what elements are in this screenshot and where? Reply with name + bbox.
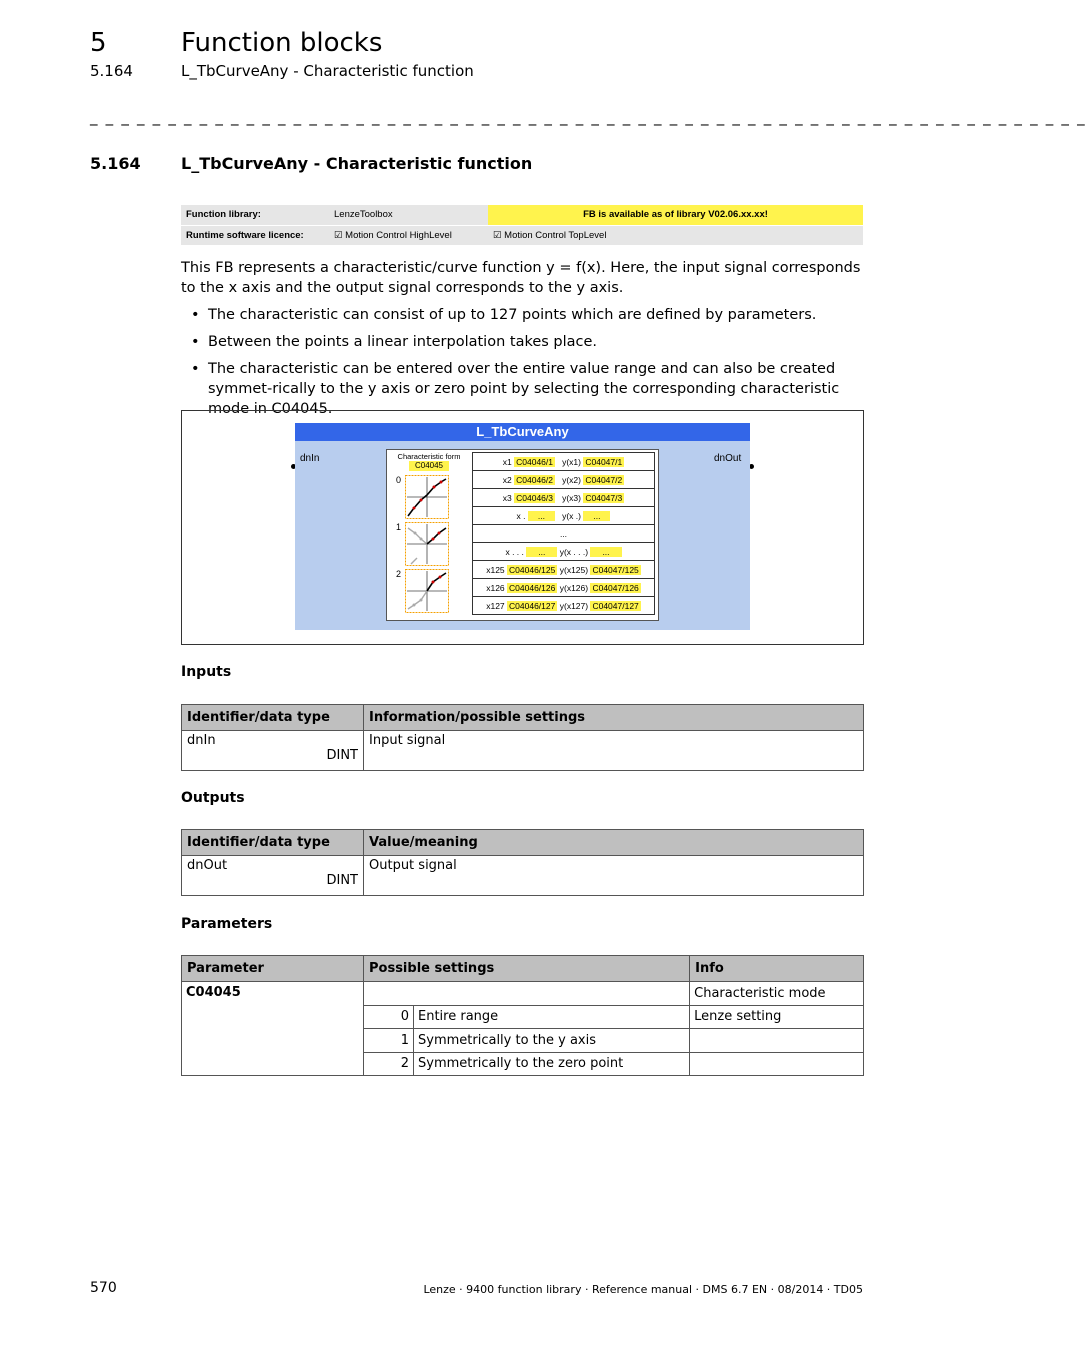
availability-note: FB is available as of library V02.06.xx.xx!	[488, 205, 863, 225]
params-col-info: Info	[690, 956, 864, 982]
output-identifier-cell	[182, 856, 364, 896]
x-param: C04046/126	[509, 582, 556, 593]
x-param: C04046/127	[509, 600, 556, 611]
chapter-title: Function blocks	[181, 28, 383, 58]
licence-row	[181, 225, 863, 245]
table-header-row	[182, 956, 864, 982]
list-item: • The characteristic can consist of up to 127 points which are defined by parameters.	[181, 305, 865, 325]
characteristic-form-param: C04045	[409, 461, 449, 471]
x-param: C04046/3	[516, 492, 553, 503]
y-label: y(x125)	[559, 564, 589, 575]
y-param: C04047/127	[592, 600, 639, 611]
output-port-label: dnOut	[714, 453, 742, 464]
y-label: y(x1)	[562, 456, 581, 467]
table-row	[473, 597, 655, 615]
licence-label: Runtime software licence:	[181, 225, 329, 245]
table-row	[473, 489, 655, 507]
y-label: y(x2)	[562, 474, 581, 485]
x-param: C04046/2	[516, 474, 553, 485]
output-type: DINT	[326, 873, 358, 888]
y-param: C04047/3	[585, 492, 623, 503]
table-row	[182, 982, 864, 1006]
list-item: • The characteristic can be entered over the entire value range and can also be created symmet-rically to the y axis or zero point by selecting the corresponding characteristic mode in C04045.	[181, 359, 865, 419]
x-label: x1	[502, 456, 512, 467]
y-label: y(x . . .)	[559, 546, 589, 557]
section-title: L_TbCurveAny - Characteristic function	[181, 154, 533, 173]
x-param: C04046/1	[516, 456, 553, 467]
curve-panel	[386, 449, 659, 621]
mode-2-graph-icon	[405, 569, 449, 613]
table-header-row	[182, 830, 864, 856]
intro-paragraph: This FB represents a characteristic/curve function y = f(x). Here, the input signal corresponds to the x axis and the output signal corresponds to the y axis.	[181, 260, 861, 296]
subchapter-number: 5.164	[90, 62, 133, 80]
table-row	[473, 543, 655, 561]
point-cell	[473, 597, 655, 615]
page-number: 570	[90, 1280, 117, 1296]
x-label: x . . .	[505, 546, 524, 557]
mode-number: 0	[396, 475, 402, 485]
input-type: DINT	[326, 748, 358, 763]
mode-0-graph-icon	[405, 475, 449, 519]
input-identifier: dnIn	[187, 733, 216, 748]
y-label: y(x127)	[559, 600, 589, 611]
input-info: Input signal	[364, 731, 864, 771]
table-row	[182, 856, 864, 896]
table-header-row	[182, 705, 864, 731]
point-cell	[473, 453, 655, 471]
licence-toplevel: ☑ Motion Control TopLevel	[488, 225, 863, 245]
gap-cell: ...	[473, 525, 655, 543]
inputs-col-identifier: Identifier/data type	[182, 705, 364, 731]
x-param: ...	[528, 511, 555, 521]
option-number: 2	[364, 1052, 414, 1076]
x-label: x127	[486, 600, 505, 611]
library-info-table	[181, 205, 863, 246]
point-cell	[473, 507, 655, 525]
footer-text: Lenze · 9400 function library · Reference manual · DMS 6.7 EN · 08/2014 · TD05	[423, 1283, 863, 1296]
point-cell	[473, 471, 655, 489]
params-col-parameter: Parameter	[182, 956, 364, 982]
params-col-settings: Possible settings	[364, 956, 690, 982]
point-cell	[473, 543, 655, 561]
x-label: x .	[516, 510, 526, 521]
y-label: y(x3)	[562, 492, 581, 503]
option-text: Symmetrically to the y axis	[414, 1029, 690, 1053]
fb-title: L_TbCurveAny	[295, 423, 750, 441]
parameter-info: Characteristic mode	[690, 982, 864, 1006]
feature-list	[181, 305, 865, 426]
option-info	[690, 1052, 864, 1076]
table-row	[473, 579, 655, 597]
option-text: Entire range	[414, 1005, 690, 1029]
outputs-table	[181, 829, 864, 896]
y-label: y(x126)	[559, 582, 589, 593]
option-info	[690, 1029, 864, 1053]
function-block-diagram	[181, 410, 864, 645]
point-cell	[473, 579, 655, 597]
y-param: C04047/126	[592, 582, 639, 593]
parameters-table	[181, 955, 864, 1076]
y-param: C04047/125	[592, 564, 639, 575]
library-row	[181, 205, 863, 225]
outputs-heading: Outputs	[181, 790, 245, 806]
characteristic-form-label: Characteristic form	[397, 452, 461, 461]
y-param: C04047/2	[585, 474, 623, 485]
option-text: Symmetrically to the zero point	[414, 1052, 690, 1076]
outputs-col-value: Value/meaning	[364, 830, 864, 856]
x-param: C04046/125	[509, 564, 556, 575]
table-row	[473, 525, 655, 543]
output-identifier: dnOut	[187, 858, 228, 873]
point-cell	[473, 489, 655, 507]
option-info: Lenze setting	[690, 1005, 864, 1029]
y-param: ...	[590, 547, 621, 557]
point-cell	[473, 561, 655, 579]
table-row	[182, 731, 864, 771]
inputs-table	[181, 704, 864, 771]
inputs-col-info: Information/possible settings	[364, 705, 864, 731]
x-label: x126	[486, 582, 505, 593]
x-param: ...	[526, 547, 557, 557]
table-row	[473, 507, 655, 525]
parameter-code: C04045	[182, 982, 364, 1076]
x-label: x125	[486, 564, 505, 575]
input-identifier-cell	[182, 731, 364, 771]
subchapter-title: L_TbCurveAny - Characteristic function	[181, 62, 474, 80]
input-port-label: dnIn	[300, 453, 320, 464]
settings-empty	[364, 982, 690, 1006]
section-number: 5.164	[90, 154, 141, 173]
option-number: 1	[364, 1029, 414, 1053]
curve-points-table	[472, 452, 655, 615]
y-param: C04047/1	[585, 456, 623, 467]
outputs-col-identifier: Identifier/data type	[182, 830, 364, 856]
option-number: 0	[364, 1005, 414, 1029]
x-label: x3	[502, 492, 512, 503]
x-label: x2	[502, 474, 512, 485]
parameters-heading: Parameters	[181, 916, 273, 932]
library-label: Function library:	[181, 205, 329, 225]
table-row	[473, 471, 655, 489]
y-param: ...	[583, 511, 610, 521]
library-value: LenzeToolbox	[329, 205, 488, 225]
licence-highlevel: ☑ Motion Control HighLevel	[329, 225, 488, 245]
mode-number: 1	[396, 522, 402, 532]
chapter-number: 5	[90, 28, 107, 58]
output-info: Output signal	[364, 856, 864, 896]
header-rule: _ _ _ _ _ _ _ _ _ _ _ _ _ _ _ _ _ _ _ _ _ _ _ _ _ _ _ _ _ _ _ _ _ _ _ _ _ _ _ _ _ _ _ _ _ _ _ _ _ _ _ _ _ _ _ _ _ _ _ _ _ _ _ _	[90, 108, 1086, 126]
y-label: y(x .)	[562, 510, 581, 521]
mode-number: 2	[396, 569, 402, 579]
table-row	[473, 453, 655, 471]
inputs-heading: Inputs	[181, 664, 232, 680]
list-item: • Between the points a linear interpolation takes place.	[181, 332, 865, 352]
fb-block	[295, 423, 750, 630]
mode-1-graph-icon	[405, 522, 449, 566]
table-row	[473, 561, 655, 579]
